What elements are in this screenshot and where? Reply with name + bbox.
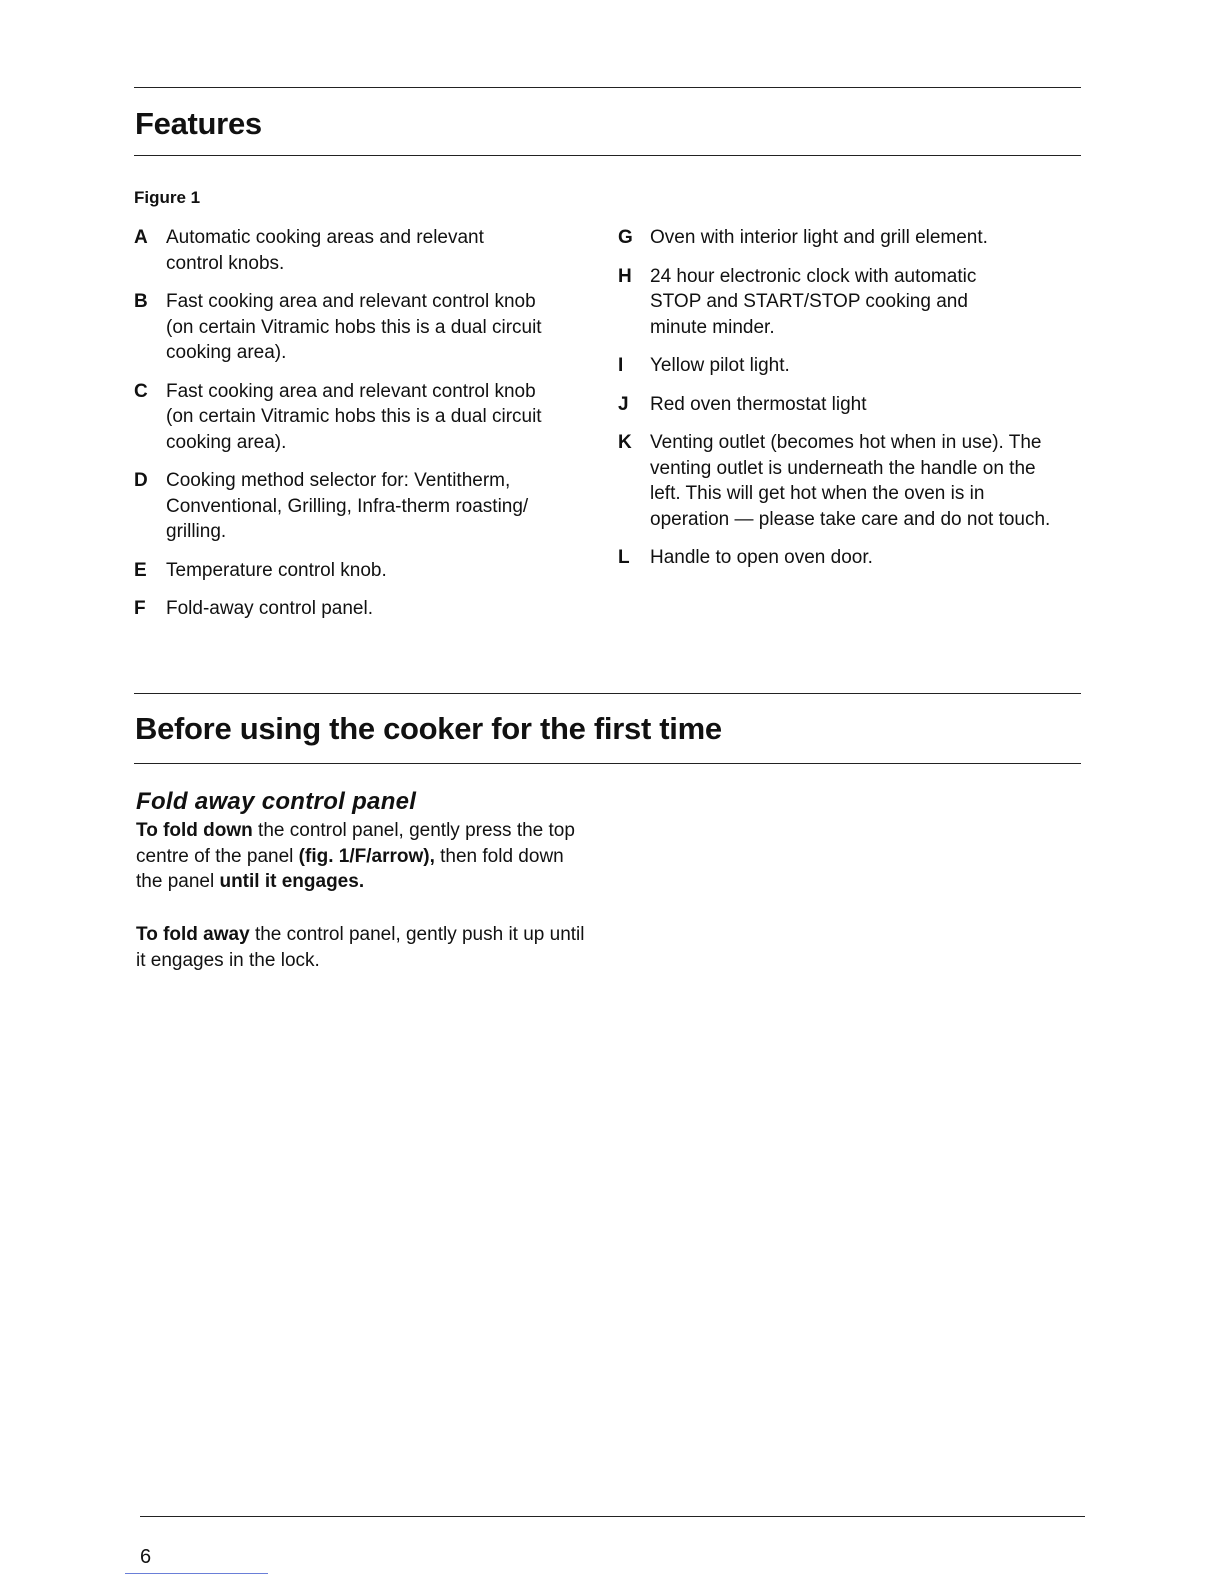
bold-phrase: until it engages. <box>219 871 365 892</box>
feature-item-i <box>618 353 1063 379</box>
bold-phrase: To fold down <box>136 820 253 841</box>
figure-label: Figure 1 <box>134 188 201 207</box>
feature-text: Temperature control knob. <box>166 559 387 581</box>
feature-item-c <box>134 379 584 456</box>
footer-rule <box>140 1516 1085 1517</box>
features-left-column <box>134 225 584 635</box>
feature-text: Automatic cooking areas and relevant control knobs. <box>166 227 484 274</box>
feature-text: Handle to open oven door. <box>650 547 873 568</box>
paragraph-text: then fold down the panel <box>136 845 564 892</box>
bold-phrase: To fold away <box>136 924 250 945</box>
feature-text: Oven with interior light and grill element. <box>650 227 988 248</box>
features-underline <box>134 155 1081 156</box>
feature-item-g <box>618 225 1063 251</box>
feature-item-f <box>134 596 584 622</box>
feature-item-k <box>618 430 1063 532</box>
page-number: 6 <box>140 1546 152 1568</box>
feature-item-e <box>134 558 584 584</box>
feature-item-l <box>618 545 1063 571</box>
feature-letter: J <box>618 393 629 415</box>
feature-item-b <box>134 289 584 366</box>
feature-letter: A <box>134 227 148 248</box>
before-use-heading: Before using the cooker for the first time <box>135 711 722 746</box>
feature-letter: H <box>618 265 632 287</box>
feature-text: Yellow pilot light. <box>650 355 790 376</box>
feature-letter: K <box>618 432 632 453</box>
feature-text: Fast cooking area and relevant control knob (on certain Vitramic hobs this is a dual circuit cooking area). <box>166 291 542 363</box>
feature-letter: D <box>134 470 148 491</box>
feature-text: Cooking method selector for: Ventitherm, Conventional, Grilling, Infra-therm roasting/ grilling. <box>166 470 529 542</box>
fold-down-paragraph <box>136 818 586 895</box>
feature-text: Fast cooking area and relevant control knob (on certain Vitramic hobs this is a dual circuit cooking area). <box>166 380 542 453</box>
section-underline <box>134 763 1081 764</box>
feature-item-d <box>134 468 584 545</box>
feature-letter: L <box>618 547 630 568</box>
feature-letter: G <box>618 227 633 248</box>
fold-away-subheading: Fold away control panel <box>136 788 417 815</box>
scan-artifact-line <box>125 1573 268 1574</box>
feature-letter: F <box>134 598 146 619</box>
section-rule <box>134 693 1081 694</box>
bold-phrase: (fig. 1/F/arrow), <box>298 845 435 867</box>
feature-text: Fold-away control panel. <box>166 598 373 619</box>
feature-item-j <box>618 392 1063 418</box>
feature-letter: I <box>618 355 624 376</box>
paragraph-text: the control panel, gently push it up until it engages in the lock. <box>136 924 585 971</box>
feature-item-h <box>618 264 1063 341</box>
feature-letter: B <box>134 291 148 312</box>
top-rule <box>134 87 1081 88</box>
features-heading: Features <box>135 106 262 141</box>
paragraph-text: the control panel, gently press the top centre of the panel <box>136 820 575 867</box>
feature-item-a <box>134 225 584 276</box>
fold-away-paragraph <box>136 922 586 973</box>
feature-text: Venting outlet (becomes hot when in use). The venting outlet is underneath the handle on the left. This will get hot when the oven is in operation — please take care and do not touch. <box>650 432 1051 530</box>
features-right-column <box>618 225 1063 584</box>
feature-letter: E <box>134 559 147 581</box>
feature-text: 24 hour electronic clock with automatic STOP and START/STOP cooking and minute minder. <box>650 265 977 338</box>
feature-letter: C <box>134 380 148 402</box>
feature-text: Red oven thermostat light <box>650 393 867 415</box>
